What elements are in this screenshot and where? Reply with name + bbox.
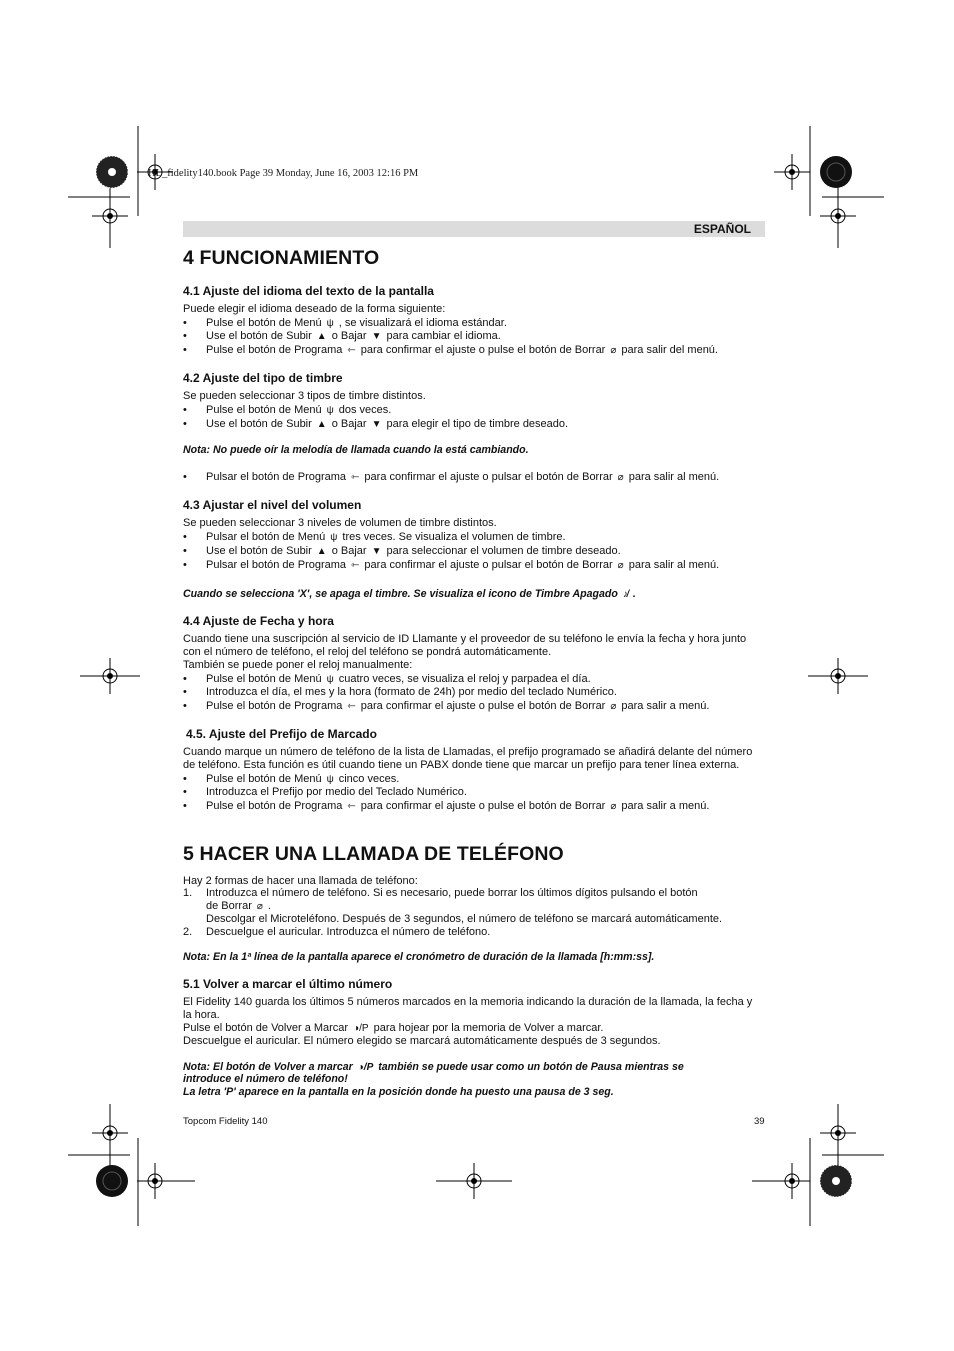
heading-4-3: 4.3 Ajustar el nivel del volumen [183,498,362,512]
note: Nota: El botón de Volver a marcar ◑/P también se puede usar como un botón de Pausa mientras se [183,1061,684,1073]
paragraph: Se pueden seleccionar 3 tipos de timbre distintos. [183,390,426,402]
heading-5-1: 5.1 Volver a marcar el último número [183,977,393,991]
page-number: 39 [754,1116,765,1127]
paragraph: Puede elegir el idioma deseado de la forma siguiente: [183,303,446,315]
note: Cuando se selecciona 'X', se apaga el timbre. Se visualiza el icono de Timbre Apagado ♪̸ . [183,588,636,600]
program-icon: ⇽ [351,472,360,483]
up-arrow-icon: ▲ [316,546,327,557]
program-icon: ⇽ [351,560,360,571]
paragraph: Pulse el botón de Volver a Marcar ◑/P para hojear por la memoria de Volver a marcar. [183,1022,604,1034]
clear-icon: ⌀ [617,472,624,483]
book-info-header: HL_fidelity140.book Page 39 Monday, June 16, 2003 12:16 PM [148,168,419,179]
clear-icon: ⌀ [610,701,617,712]
note: La letra 'P' aparece en la pantalla en la posición donde ha puesto una pausa de 3 seg. [183,1086,614,1098]
footer-product: Topcom Fidelity 140 [183,1116,268,1127]
note: introduce el número de teléfono! [183,1073,348,1085]
note: Nota: No puede oír la melodía de llamada cuando la está cambiando. [183,444,529,456]
redial-icon: ◑/P [357,1062,374,1073]
heading-4-2: 4.2 Ajuste del tipo de timbre [183,371,343,385]
clear-icon: ⌀ [617,560,624,571]
paragraph: de teléfono. Esta función es útil cuando tiene un PABX donde tiene que marcar un prefijo para tener línea externa. [183,759,740,771]
program-icon: ⇽ [347,701,356,712]
note: Nota: En la 1ª línea de la pantalla aparece el cronómetro de duración de la llamada [h:mm:ss]. [183,951,655,963]
down-arrow-icon: ▼ [371,331,382,342]
menu-icon: ψ [326,405,334,416]
clear-icon: ⌀ [610,801,617,812]
menu-icon: ψ [326,774,334,785]
heading-4-1: 4.1 Ajuste del idioma del texto de la pantalla [183,284,434,298]
ringer-off-icon: ♪̸ [622,589,628,600]
heading-4-4: 4.4 Ajuste de Fecha y hora [183,614,334,628]
clear-icon: ⌀ [256,901,263,912]
paragraph: con el número de teléfono, el reloj del teléfono se pondrá automáticamente. [183,646,552,658]
paragraph: Cuando tiene una suscripción al servicio de ID Llamante y el proveedor de su teléfono le envía la fecha y hora junto [183,633,747,645]
menu-icon: ψ [326,318,334,329]
paragraph: También se puede poner el reloj manualmente: [183,659,413,671]
paragraph: Descuelgue el auricular. El número elegido se marcará automáticamente después de 3 segundos. [183,1035,661,1047]
language-bar [183,221,765,237]
clear-icon: ⌀ [610,345,617,356]
program-icon: ⇽ [347,801,356,812]
paragraph: Se pueden seleccionar 3 niveles de volumen de timbre distintos. [183,517,497,529]
down-arrow-icon: ▼ [371,419,382,430]
paragraph: Hay 2 formas de hacer una llamada de teléfono: [183,875,418,887]
up-arrow-icon: ▲ [316,331,327,342]
program-icon: ⇽ [347,345,356,356]
language-label: ESPAÑOL [693,222,751,236]
heading-4-5: 4.5. Ajuste del Prefijo de Marcado [186,727,377,741]
paragraph: Cuando marque un número de teléfono de la lista de Llamadas, el prefijo programado se añadirá delante del número [183,746,753,758]
menu-icon: ψ [330,532,338,543]
paragraph: la hora. [183,1009,220,1021]
menu-icon: ψ [326,674,334,685]
redial-icon: ◑/P [353,1023,369,1034]
section-5-title: 5 HACER UNA LLAMADA DE TELÉFONO [183,843,564,865]
up-arrow-icon: ▲ [316,419,327,430]
paragraph: El Fidelity 140 guarda los últimos 5 números marcados en la memoria indicando la duración de la llamada, la fecha y [183,996,753,1008]
down-arrow-icon: ▼ [371,546,382,557]
section-4-title: 4 FUNCIONAMIENTO [183,247,380,269]
